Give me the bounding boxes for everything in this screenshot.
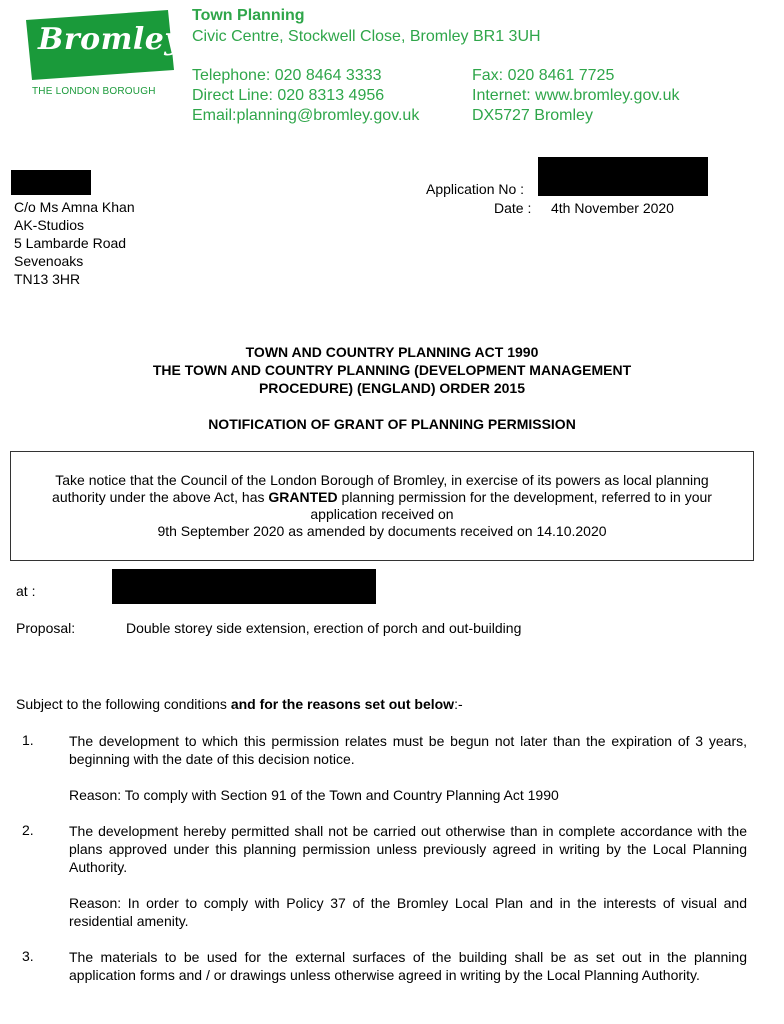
- logo-subtitle: THE LONDON BOROUGH: [32, 86, 156, 97]
- notification-title: NOTIFICATION OF GRANT OF PLANNING PERMISSION: [208, 416, 576, 432]
- condition-3-text: The materials to be used for the external surfaces of the building shall be as set out in the planning application forms and / or drawings unless otherwise agreed in writing by the Local Planning Authority.: [69, 949, 747, 983]
- date-label: Date :: [494, 200, 532, 216]
- redacted-application-number: [538, 157, 708, 196]
- contact-left-column: [192, 66, 419, 126]
- conditions-intro: [16, 695, 463, 713]
- act-title: [0, 343, 784, 397]
- notice-text: [31, 472, 733, 540]
- notice-received-dates: 9th September 2020 as amended by documents received on 14.10.2020: [157, 523, 607, 539]
- condition-1-text: The development to which this permission relates must be begun not later than the expiration of 3 years, beginning with the date of this decision notice.: [69, 733, 747, 767]
- site-at-label: at :: [16, 583, 36, 599]
- redacted-name: [11, 170, 91, 195]
- notice-text-end: planning permission for the development, referred to in your application received on: [310, 489, 712, 522]
- act-title-line: THE TOWN AND COUNTRY PLANNING (DEVELOPMENT MANAGEMENT: [152, 362, 632, 378]
- email: Email:planning@bromley.gov.uk: [192, 107, 420, 124]
- recipient-line: AK-Studios: [14, 217, 85, 233]
- recipient-address: [14, 198, 135, 288]
- conditions-intro-start: Subject to the following conditions: [16, 696, 231, 712]
- condition-2-number: 2.: [22, 822, 34, 838]
- condition-1-reason: Reason: To comply with Section 91 of the Town and Country Planning Act 1990: [69, 787, 559, 803]
- telephone: Telephone: 020 8464 3333: [192, 67, 382, 84]
- department-name: Town Planning: [192, 7, 305, 24]
- granted-emphasis: GRANTED: [268, 489, 338, 505]
- recipient-line: TN13 3HR: [14, 271, 81, 287]
- logo-wordmark: Bromley: [38, 22, 183, 57]
- act-title-line: TOWN AND COUNTRY PLANNING ACT 1990: [245, 344, 539, 360]
- notice-box: [10, 451, 754, 561]
- recipient-line: 5 Lambarde Road: [14, 235, 127, 251]
- application-number-label: Application No :: [426, 181, 525, 197]
- proposal-value: Double storey side extension, erection of porch and out-building: [126, 620, 522, 636]
- bromley-logo: [18, 8, 183, 98]
- conditions-intro-bold: and for the reasons set out below: [230, 696, 455, 712]
- recipient-line: C/o Ms Amna Khan: [14, 199, 135, 215]
- date-value: 4th November 2020: [551, 200, 674, 216]
- conditions-intro-end: :-: [454, 696, 463, 712]
- internet: Internet: www.bromley.gov.uk: [472, 87, 680, 104]
- proposal-label: Proposal:: [16, 620, 76, 636]
- dx: DX5727 Bromley: [472, 107, 593, 124]
- direct-line: Direct Line: 020 8313 4956: [192, 87, 385, 104]
- condition-2-reason: Reason: In order to comply with Policy 37 of the Bromley Local Plan and in the interests of visual and residential amenity.: [69, 895, 747, 929]
- notice-text-start: Take notice that the Council of the London Borough of Bromley, in exercise of its powers as local planning authority under the above Act, has: [52, 472, 709, 505]
- fax: Fax: 020 8461 7725: [472, 67, 615, 84]
- condition-1-number: 1.: [22, 732, 34, 748]
- condition-2-text: The development hereby permitted shall not be carried out otherwise than in complete accordance with the plans approved under this planning permission unless previously agreed in writing by the Local Planning Authority.: [69, 823, 747, 875]
- act-title-line: PROCEDURE) (ENGLAND) ORDER 2015: [258, 380, 526, 396]
- contact-right-column: [472, 66, 680, 126]
- department-address: Civic Centre, Stockwell Close, Bromley BR1 3UH: [192, 28, 541, 45]
- recipient-line: Sevenoaks: [14, 253, 84, 269]
- redacted-site-address: [112, 569, 376, 604]
- condition-3-number: 3.: [22, 948, 34, 964]
